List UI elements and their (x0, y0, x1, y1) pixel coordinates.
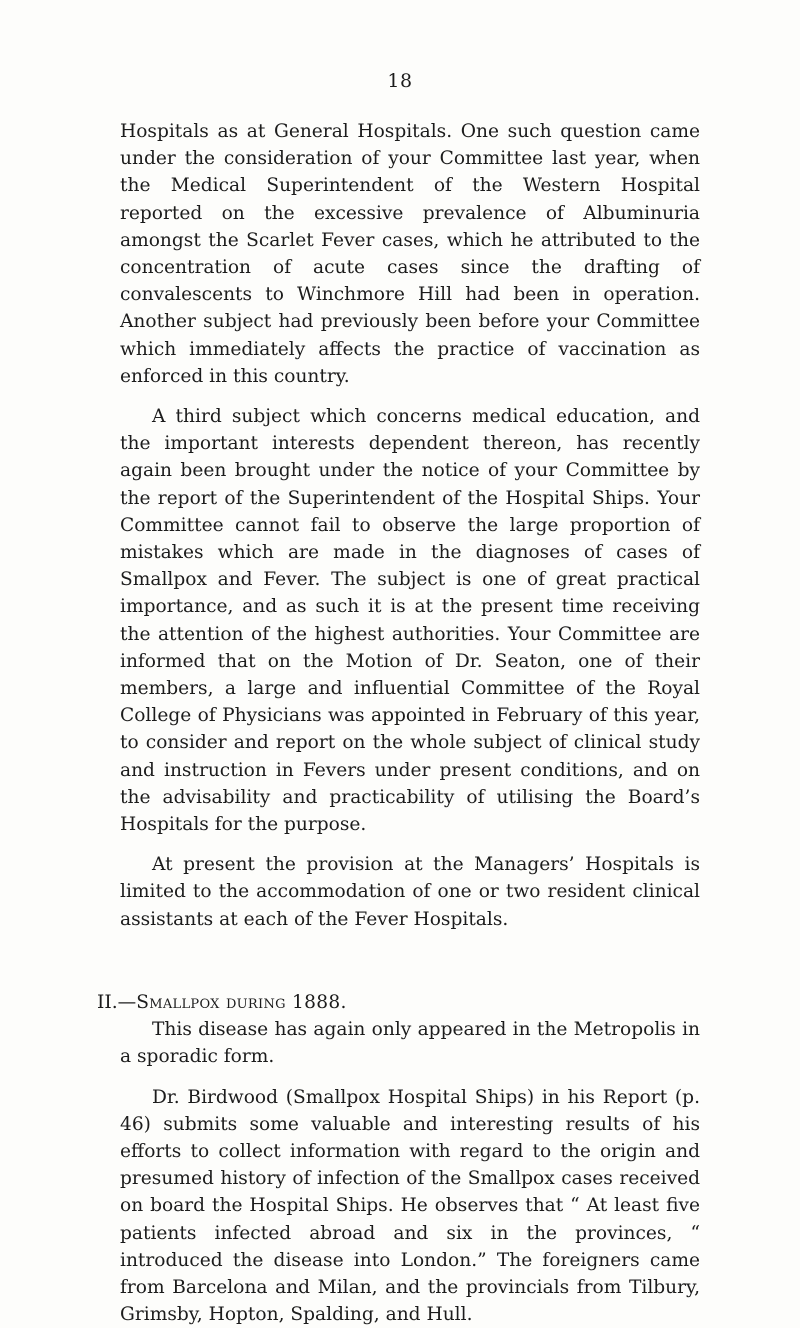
paragraph-hospitals-question: Hospitals as at General Hospitals. One such question came under the consideration of your Committee last year, when the Medical Superintendent of the Western Hospital reported on the excessive prevalence of Albuminuria amongst the Scarlet Fever cases, which he attributed to the concentration of acute cases since the drafting of convalescents to Winchmore Hill had been in operation. Another subject had previously been before your Committee which immediately affects the practice of vaccination as enforced in this country. (120, 118, 700, 390)
section-title: Smallpox during 1888. (136, 992, 347, 1013)
section-numeral: II.— (97, 992, 136, 1013)
page-number: 18 (0, 70, 800, 92)
paragraph-birdwood-report: Dr. Birdwood (Smallpox Hospital Ships) in his Report (p. 46) submits some valuable and interesting results of his efforts to collect information with regard to the origin and presumed history of infection of the Smallpox cases received on board the Hospital Ships. He observes that “ At least five patients infected abroad and six in the provinces, “ introduced the disease into London.” The foreigners came from Barcelona and Milan, and the provincials from Tilbury, Grimsby, Hopton, Spalding, and Hull. (120, 1084, 700, 1328)
paragraph-present-provision: At present the provision at the Managers’ Hospitals is limited to the accommodation of one or two resident clinical assistants at each of the Fever Hospitals. (120, 851, 700, 933)
paragraph-sporadic-form: This disease has again only appeared in the Metropolis in a sporadic form. (120, 1016, 700, 1070)
page-body (120, 118, 700, 1328)
paragraph-medical-education: A third subject which concerns medical education, and the important interests dependent thereon, has recently again been brought under the notice of your Committee by the report of the Superintendent of the Hospital Ships. Your Committee cannot fail to observe the large proportion of mistakes which are made in the diagnoses of cases of Smallpox and Fever. The subject is one of great practical importance, and as such it is at the present time receiving the attention of the highest authorities. Your Committee are informed that on the Motion of Dr. Seaton, one of their members, a large and influential Committee of the Royal College of Physicians was appointed in February of this year, to consider and report on the whole subject of clinical study and instruction in Fevers under present conditions, and on the advisability and practicability of utilising the Board’s Hospitals for the purpose. (120, 403, 700, 838)
section-heading (97, 989, 700, 1016)
